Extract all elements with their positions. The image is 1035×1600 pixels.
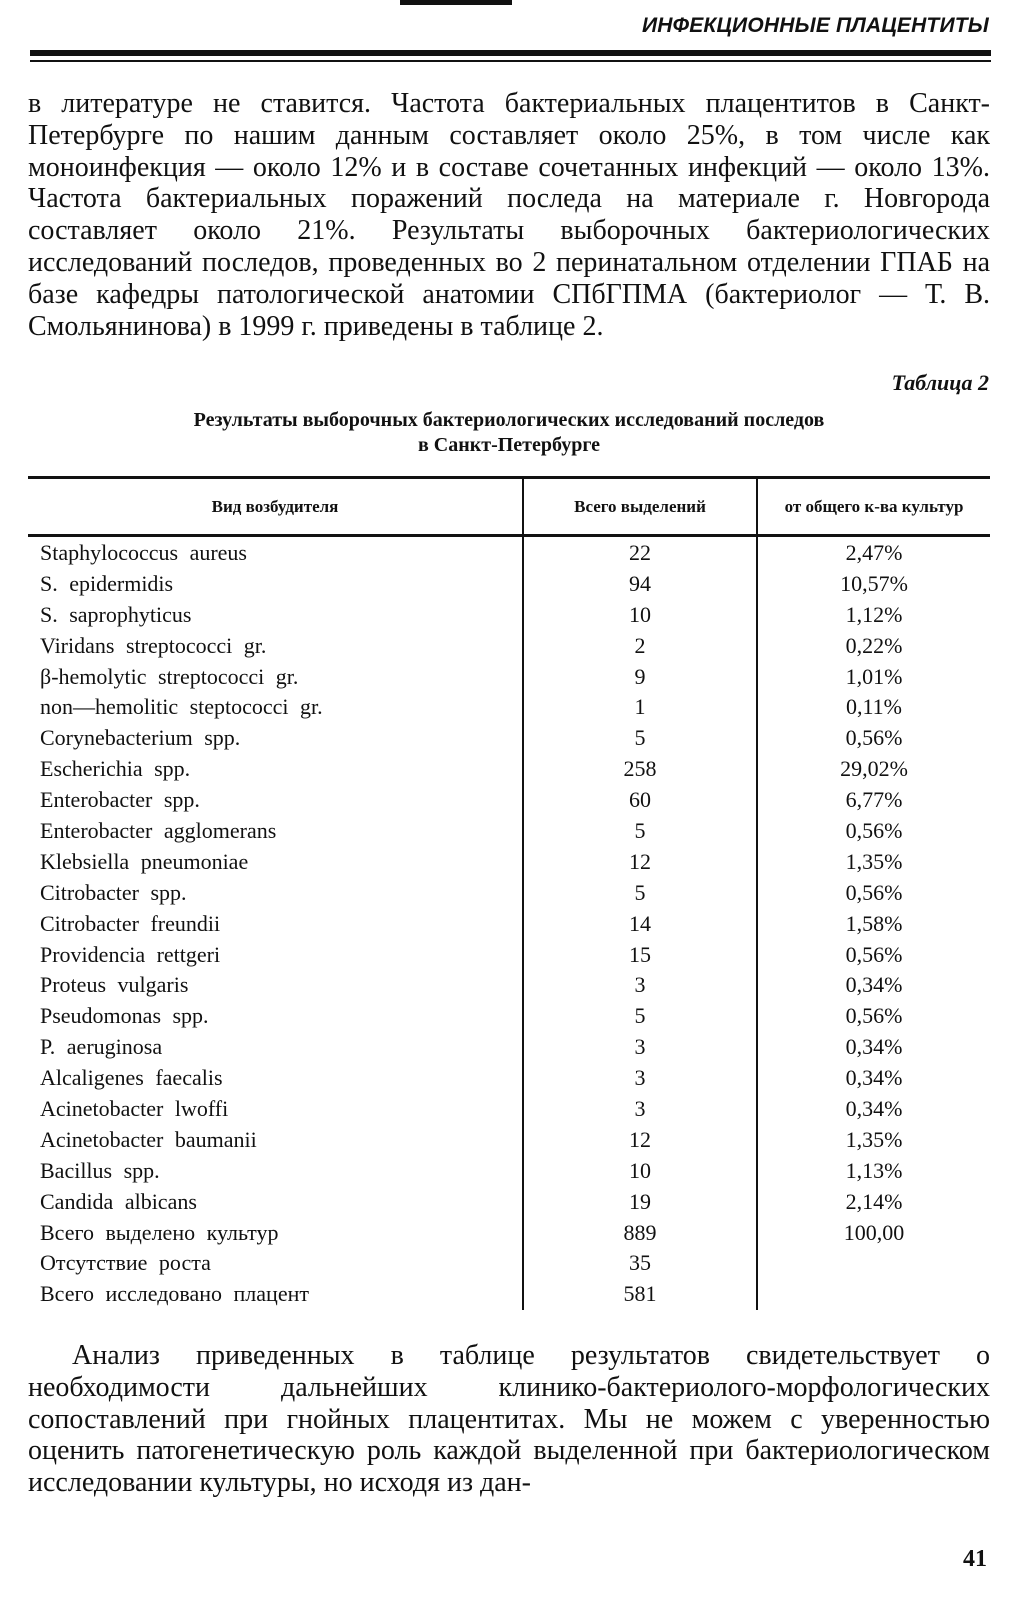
table-row bbox=[28, 847, 990, 878]
count-cell: 10 bbox=[629, 601, 651, 627]
header-tab-mark bbox=[400, 0, 512, 5]
table-row bbox=[28, 1279, 990, 1310]
table-row bbox=[28, 754, 990, 785]
pathogen-cell: Bacillus spp. bbox=[40, 1157, 160, 1183]
pathogen-cell: Alcaligenes faecalis bbox=[40, 1065, 223, 1091]
table-row bbox=[28, 1187, 990, 1218]
percent-cell: 1,12% bbox=[845, 601, 903, 627]
pathogen-cell: Proteus vulgaris bbox=[40, 972, 189, 998]
table-row bbox=[28, 970, 990, 1001]
count-cell: 60 bbox=[629, 787, 651, 813]
pathogen-cell: Всего исследовано плацент bbox=[40, 1281, 309, 1307]
count-cell: 9 bbox=[634, 663, 646, 689]
table-title bbox=[28, 408, 990, 458]
percent-cell: 29,02% bbox=[840, 756, 908, 782]
count-cell: 5 bbox=[634, 1003, 646, 1029]
table-row bbox=[28, 1125, 990, 1156]
header-rule-thick bbox=[30, 50, 991, 56]
table-row bbox=[28, 1248, 990, 1279]
count-cell: 12 bbox=[629, 1126, 651, 1152]
data-table bbox=[28, 476, 990, 1310]
table-row bbox=[28, 1094, 990, 1125]
page-number: 41 bbox=[963, 1546, 987, 1572]
count-cell: 94 bbox=[629, 570, 651, 596]
percent-cell: 0,56% bbox=[845, 1003, 903, 1029]
pathogen-cell: Acinetobacter baumanii bbox=[40, 1126, 257, 1152]
pathogen-cell: Klebsiella pneumoniae bbox=[40, 848, 249, 874]
table-body bbox=[28, 538, 990, 1310]
pathogen-cell: Enterobacter spp. bbox=[40, 787, 200, 813]
pathogen-cell: non—hemolitic steptococci gr. bbox=[40, 694, 323, 720]
table-row bbox=[28, 723, 990, 754]
count-cell: 581 bbox=[623, 1281, 657, 1307]
table-row bbox=[28, 600, 990, 631]
table-row bbox=[28, 662, 990, 693]
table-row bbox=[28, 909, 990, 940]
count-cell: 3 bbox=[634, 1034, 646, 1060]
table-row bbox=[28, 1001, 990, 1032]
percent-cell: 100,00 bbox=[843, 1219, 905, 1245]
pathogen-cell: Citrobacter freundii bbox=[40, 910, 221, 936]
table-row bbox=[28, 569, 990, 600]
column-header-pathogen: Вид возбудителя bbox=[211, 496, 339, 516]
pathogen-cell: Enterobacter agglomerans bbox=[40, 818, 277, 844]
table-row bbox=[28, 1063, 990, 1094]
count-cell: 1 bbox=[634, 694, 646, 720]
table-row bbox=[28, 1032, 990, 1063]
table-row bbox=[28, 940, 990, 971]
pathogen-cell: Citrobacter spp. bbox=[40, 879, 187, 905]
count-cell: 22 bbox=[629, 540, 651, 565]
table-row bbox=[28, 878, 990, 909]
pathogen-cell: Candida albicans bbox=[40, 1188, 197, 1214]
percent-cell: 0,34% bbox=[845, 1034, 903, 1060]
count-cell: 3 bbox=[634, 1096, 646, 1122]
pathogen-cell: Pseudomonas spp. bbox=[40, 1003, 209, 1029]
percent-cell: 0,34% bbox=[845, 972, 903, 998]
table-row bbox=[28, 1156, 990, 1187]
pathogen-cell: S. epidermidis bbox=[40, 570, 174, 596]
pathogen-cell: Отсутствие роста bbox=[40, 1250, 211, 1276]
count-cell: 5 bbox=[634, 818, 646, 844]
pathogen-cell: Providencia rettgeri bbox=[40, 941, 221, 967]
percent-cell: 10,57% bbox=[840, 570, 908, 596]
percent-cell: 0,34% bbox=[845, 1096, 903, 1122]
percent-cell: 0,56% bbox=[845, 818, 903, 844]
table-title-line2: в Санкт-Петербурге bbox=[417, 434, 601, 456]
count-cell: 12 bbox=[629, 848, 651, 874]
percent-cell: 1,01% bbox=[845, 663, 903, 689]
percent-cell: 6,77% bbox=[845, 787, 903, 813]
count-cell: 35 bbox=[629, 1250, 651, 1276]
count-cell: 19 bbox=[629, 1188, 651, 1214]
table-label: Таблица 2 bbox=[891, 370, 989, 395]
table-title-line1: Результаты выборочных бактериологических исследований последов bbox=[193, 409, 825, 431]
table-row bbox=[28, 692, 990, 723]
percent-cell: 0,56% bbox=[845, 725, 903, 751]
analysis-paragraph: Анализ приведенных в таблице результатов свидетельствует о необходимости дальнейших клинико-бактериолого-морфологических сопоставлений при гнойных плацентитах. Мы не можем с уверенностью оценить патогенетическую роль каждой выделенной при бактериологическом исследовании культуры, но исходя из дан- bbox=[28, 1340, 990, 1499]
pathogen-cell: β-hemolytic streptococci gr. bbox=[40, 663, 299, 689]
table-header-rule bbox=[28, 534, 990, 537]
count-cell: 3 bbox=[634, 1065, 646, 1091]
column-header-percent: от общего к-ва культур bbox=[784, 496, 964, 516]
header-rule-thin bbox=[30, 60, 991, 62]
count-cell: 3 bbox=[634, 972, 646, 998]
intro-paragraph: в литературе не ставится. Частота бактериальных плацентитов в Санкт-Петербурге по нашим данным составляет около 25%, в том числе как моноинфекция — около 12% и в составе сочетанных инфекций — около 13%. Частота бактериальных поражений последа на материале г. Новгорода составляет около 21%. Результаты выборочных бактериологических исследований последов, проведенных во 2 перинатальном отделении ГПАБ на базе кафедры патологической анатомии СПбГПМА (бактериолог — Т. В. Смольянинова) в 1999 г. приведены в таблице 2. bbox=[28, 88, 990, 342]
pathogen-cell: Escherichia spp. bbox=[40, 756, 191, 782]
count-cell: 5 bbox=[634, 879, 646, 905]
count-cell: 14 bbox=[629, 910, 651, 936]
percent-cell: 0,11% bbox=[845, 694, 902, 720]
table-row bbox=[28, 538, 990, 569]
count-cell: 2 bbox=[634, 632, 646, 658]
count-cell: 889 bbox=[623, 1219, 657, 1245]
table-row bbox=[28, 631, 990, 662]
pathogen-cell: Acinetobacter lwoffi bbox=[40, 1096, 229, 1122]
table-row bbox=[28, 816, 990, 847]
percent-cell: 1,58% bbox=[845, 910, 903, 936]
percent-cell: 0,34% bbox=[845, 1065, 903, 1091]
percent-cell: 1,35% bbox=[845, 1126, 903, 1152]
pathogen-cell: Corynebacterium spp. bbox=[40, 725, 241, 751]
count-cell: 5 bbox=[634, 725, 646, 751]
count-cell: 15 bbox=[629, 941, 651, 967]
percent-cell: 0,56% bbox=[845, 879, 903, 905]
pathogen-cell: Staphylococcus aureus bbox=[40, 540, 247, 565]
pathogen-cell: Viridans streptococci gr. bbox=[40, 632, 267, 658]
percent-cell: 0,22% bbox=[845, 632, 903, 658]
percent-cell: 0,56% bbox=[845, 941, 903, 967]
pathogen-cell: Всего выделено культур bbox=[40, 1219, 279, 1245]
percent-cell: 1,35% bbox=[845, 848, 903, 874]
percent-cell: 1,13% bbox=[845, 1157, 903, 1183]
table-row bbox=[28, 785, 990, 816]
count-cell: 258 bbox=[623, 756, 657, 782]
percent-cell: 2,14% bbox=[845, 1188, 903, 1214]
pathogen-cell: P. aeruginosa bbox=[40, 1034, 163, 1060]
running-head: ИНФЕКЦИОННЫЕ ПЛАЦЕНТИТЫ bbox=[641, 14, 989, 37]
percent-cell: 2,47% bbox=[845, 540, 903, 565]
count-cell: 10 bbox=[629, 1157, 651, 1183]
column-header-total: Всего выделений bbox=[574, 496, 706, 516]
pathogen-cell: S. saprophyticus bbox=[40, 601, 192, 627]
table-row bbox=[28, 1218, 990, 1249]
